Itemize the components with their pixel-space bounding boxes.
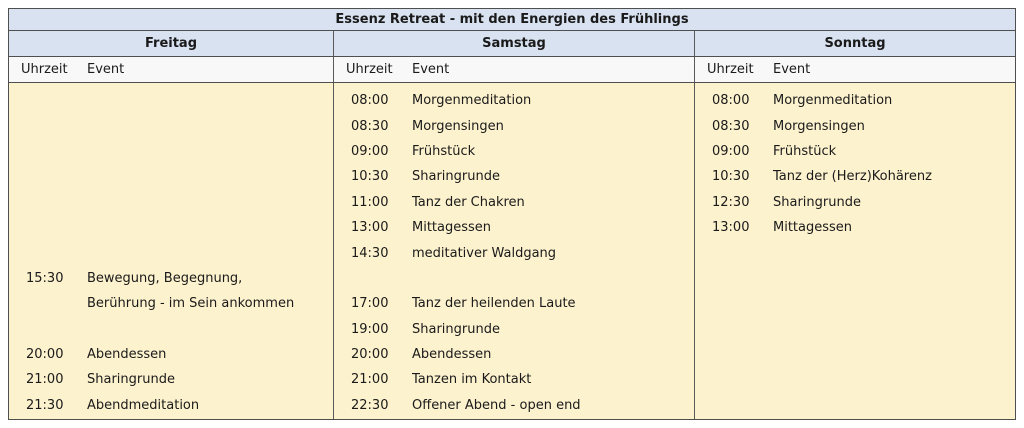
schedule-row [695, 291, 1015, 316]
event-time: 21:30 [26, 397, 64, 413]
event-time: 13:00 [351, 220, 389, 236]
schedule-row [9, 291, 333, 316]
event-label: Abendessen [412, 347, 492, 363]
event-label: Tanz der heilenden Laute [412, 296, 576, 312]
schedule-row [695, 113, 1015, 138]
event-label: Mittagessen [412, 220, 492, 236]
schedule-row [334, 393, 694, 418]
schedule-row [9, 342, 333, 367]
event-time: 14:30 [351, 245, 389, 261]
event-label: Tanz der (Herz)Kohärenz [773, 169, 932, 185]
schedule-row [9, 190, 333, 215]
schedule-row [334, 367, 694, 392]
event-time: 08:30 [351, 118, 389, 134]
schedule-row [695, 88, 1015, 113]
schedule-row [695, 215, 1015, 240]
schedule-row [695, 393, 1015, 418]
event-label: Morgenmeditation [412, 93, 532, 109]
event-column-header: Event [87, 62, 125, 77]
schedule-row [334, 342, 694, 367]
event-label: Morgensingen [412, 118, 504, 134]
schedule-row [334, 317, 694, 342]
schedule-row [334, 113, 694, 138]
time-column-header: Uhrzeit [707, 62, 754, 77]
event-label: Sharingrunde [773, 194, 861, 210]
schedule-row [334, 190, 694, 215]
schedule-row [9, 266, 333, 291]
day-header-samstag: Samstag [334, 31, 695, 56]
schedule-row [334, 240, 694, 265]
schedule-row [9, 367, 333, 392]
event-label: Morgensingen [773, 118, 865, 134]
schedule-row [9, 88, 333, 113]
schedule-row [334, 164, 694, 189]
subheader-sonntag [695, 57, 1015, 82]
schedule-row [695, 367, 1015, 392]
event-time: 22:30 [351, 397, 389, 413]
schedule-row [334, 215, 694, 240]
event-time: 08:30 [712, 118, 750, 134]
schedule-row [334, 139, 694, 164]
event-label: Sharingrunde [412, 169, 500, 185]
event-time: 11:00 [351, 194, 389, 210]
event-time: 10:30 [712, 169, 750, 185]
event-column-header: Event [773, 62, 811, 77]
schedule-row [695, 266, 1015, 291]
event-column-header: Event [412, 62, 450, 77]
event-label: Tanz der Chakren [412, 194, 525, 210]
event-time: 20:00 [351, 347, 389, 363]
event-label: meditativer Waldgang [412, 245, 557, 261]
event-time: 08:00 [351, 93, 389, 109]
schedule-column-freitag [9, 83, 334, 419]
schedule-row [695, 240, 1015, 265]
event-time: 15:30 [26, 270, 64, 286]
event-label: Offener Abend - open end [412, 397, 581, 413]
schedule-row [9, 240, 333, 265]
schedule-row [695, 139, 1015, 164]
schedule-row [334, 266, 694, 291]
event-time: 09:00 [712, 143, 750, 159]
event-time: 21:00 [351, 372, 389, 388]
schedule-row [9, 139, 333, 164]
day-header-freitag: Freitag [9, 31, 334, 56]
event-label: Abendmeditation [87, 397, 200, 413]
event-label: Sharingrunde [412, 321, 500, 337]
schedule-column-samstag [334, 83, 695, 419]
event-label: Sharingrunde [87, 372, 175, 388]
retreat-schedule-table [8, 8, 1016, 420]
event-label: Abendessen [87, 347, 167, 363]
time-column-header: Uhrzeit [21, 62, 68, 77]
time-column-header: Uhrzeit [346, 62, 393, 77]
event-time: 08:00 [712, 93, 750, 109]
event-time: 12:30 [712, 194, 750, 210]
schedule-row [334, 88, 694, 113]
schedule-row [695, 164, 1015, 189]
schedule-column-sonntag [695, 83, 1015, 419]
schedule-row [9, 317, 333, 342]
schedule-row [9, 113, 333, 138]
event-time: 10:30 [351, 169, 389, 185]
event-time: 17:00 [351, 296, 389, 312]
day-header-sonntag: Sonntag [695, 31, 1015, 56]
event-label: Tanzen im Kontakt [412, 372, 532, 388]
schedule-row [9, 393, 333, 418]
schedule-row [695, 190, 1015, 215]
event-time: 21:00 [26, 372, 64, 388]
table-title: Essenz Retreat - mit den Energien des Frühlings [9, 9, 1015, 31]
event-time: 20:00 [26, 347, 64, 363]
schedule-row [695, 342, 1015, 367]
schedule-row [9, 164, 333, 189]
subheader-samstag [334, 57, 695, 82]
schedule-row [334, 291, 694, 316]
event-label: Bewegung, Begegnung, [87, 270, 243, 286]
event-label: Berührung - im Sein ankommen [87, 296, 295, 312]
event-time: 19:00 [351, 321, 389, 337]
event-label: Morgenmeditation [773, 93, 893, 109]
subheader-freitag [9, 57, 334, 82]
schedule-row [695, 317, 1015, 342]
schedule-row [9, 215, 333, 240]
event-time: 13:00 [712, 220, 750, 236]
event-time: 09:00 [351, 143, 389, 159]
event-label: Frühstück [773, 143, 837, 159]
event-label: Mittagessen [773, 220, 853, 236]
event-label: Frühstück [412, 143, 476, 159]
